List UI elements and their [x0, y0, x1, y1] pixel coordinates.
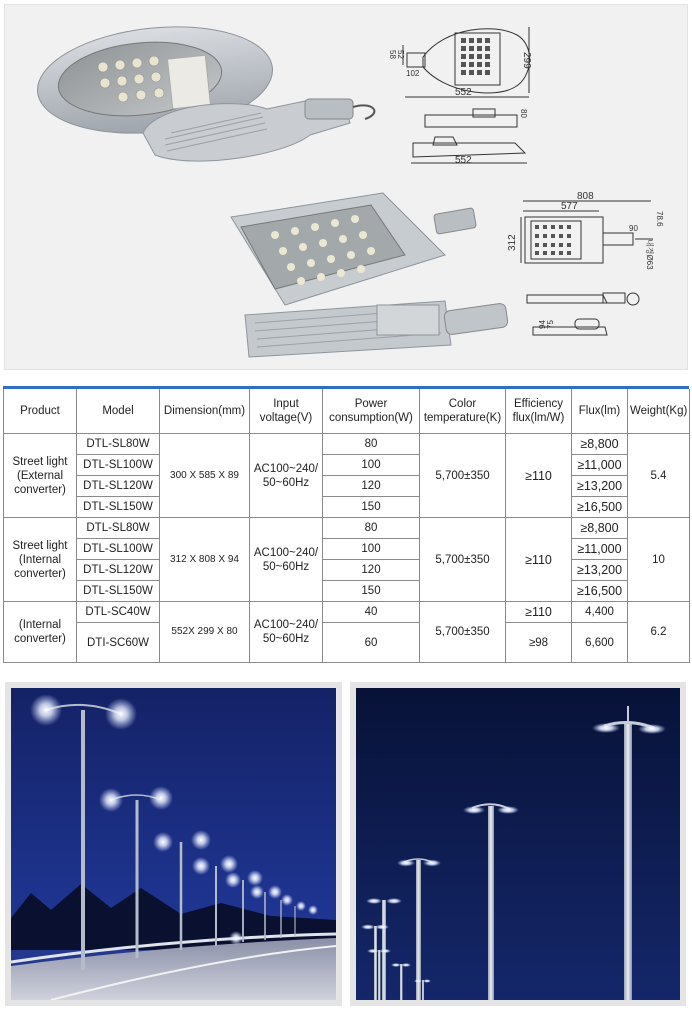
table-row: [4, 539, 690, 560]
highway-night-photo: [5, 682, 342, 1006]
product-line: (Internal: [18, 619, 62, 631]
weight-cell: 6.2: [628, 602, 690, 663]
flux-cell: ≥16,500: [572, 581, 628, 602]
dim-rect-profile-2: 75: [546, 320, 555, 329]
power-cell: 120: [323, 476, 420, 497]
input-line: 50~60Hz: [262, 476, 310, 489]
dim-round-height: 299: [521, 52, 532, 69]
round-fixture-photo: [32, 16, 374, 161]
efficiency-cell: ≥110: [506, 518, 572, 602]
header-input: [250, 389, 323, 434]
header-dimension: Dimension(mm): [160, 389, 250, 434]
input-line: AC100~240/: [253, 619, 319, 631]
model-cell: DTL-SL80W: [77, 434, 160, 455]
input-line: AC100~240/: [253, 462, 319, 475]
efficiency-cell: ≥110: [506, 434, 572, 518]
weight-cell: 10: [628, 518, 690, 602]
header-input-l1: Input: [273, 398, 299, 410]
dim-round-neck-h1: 58: [388, 50, 397, 59]
weight-cell: 5.4: [628, 434, 690, 518]
header-model: Model: [77, 389, 160, 434]
header-efficiency: [506, 389, 572, 434]
flux-cell: ≥13,200: [572, 476, 628, 497]
power-cell: 40: [323, 602, 420, 623]
flux-cell: ≥13,200: [572, 560, 628, 581]
color-temp-cell: 5,700±350: [420, 518, 506, 602]
header-power: [323, 389, 420, 434]
product-cell: [4, 434, 77, 518]
dim-rect-arm-h: 78.6: [655, 211, 664, 227]
model-cell: DTL-SL120W: [77, 476, 160, 497]
dim-rect-total: 808: [577, 191, 594, 202]
header-flux: Flux(lm): [572, 389, 628, 434]
product-illustration: [5, 5, 687, 369]
power-cell: 60: [323, 623, 420, 663]
highway-night-illustration: [11, 688, 336, 1000]
streetlight-poles-illustration: [356, 688, 680, 1000]
model-cell: DTL-SL120W: [77, 560, 160, 581]
input-cell: [250, 602, 323, 663]
input-cell: [250, 518, 323, 602]
header-input-l2: voltage(V): [259, 412, 313, 424]
flux-cell: 6,600: [572, 623, 628, 663]
dim-round-neck: 102: [406, 69, 420, 78]
product-image-panel: [4, 4, 688, 370]
flux-cell: ≥8,800: [572, 434, 628, 455]
header-efficiency-l2: flux(lm/W): [512, 412, 565, 424]
product-cell: [4, 602, 77, 663]
header-color: [420, 389, 506, 434]
power-cell: 80: [323, 518, 420, 539]
rect-fixture-drawing: [521, 201, 653, 335]
dim-round-width: 552: [455, 87, 472, 98]
table-row: [4, 623, 690, 663]
flux-cell: ≥16,500: [572, 497, 628, 518]
model-cell: DTL-SL150W: [77, 497, 160, 518]
efficiency-cell: ≥110: [506, 602, 572, 623]
product-line: converter): [14, 633, 66, 645]
header-color-l1: Color: [448, 398, 477, 410]
dim-rect-arm: 90: [629, 224, 638, 233]
header-weight: Weight(Kg): [628, 389, 690, 434]
table-row: [4, 602, 690, 623]
efficiency-cell: ≥98: [506, 623, 572, 663]
header-efficiency-l1: Efficiency: [513, 398, 563, 410]
spec-table: [3, 389, 690, 663]
model-cell: DTL-SC40W: [77, 602, 160, 623]
rect-fixture-photo: [231, 193, 508, 357]
power-cell: 100: [323, 539, 420, 560]
product-cell: [4, 518, 77, 602]
table-header-row: [4, 389, 690, 434]
power-cell: 100: [323, 455, 420, 476]
table-row: [4, 560, 690, 581]
product-line: Street light: [12, 539, 68, 552]
table-row: [4, 518, 690, 539]
dim-round-profile: 80: [519, 109, 528, 118]
spec-table-container: [3, 386, 689, 663]
dim-rect-pipe: 내경Ø63: [645, 239, 654, 270]
header-product: Product: [4, 389, 77, 434]
header-color-l2: temperature(K): [423, 412, 502, 424]
model-cell: DTI-SC60W: [77, 623, 160, 663]
power-cell: 150: [323, 497, 420, 518]
dimension-cell: 300 X 585 X 89: [160, 434, 250, 518]
dim-rect-body: 577: [561, 201, 578, 212]
input-cell: [250, 434, 323, 518]
product-line: (Internal: [18, 553, 62, 566]
input-line: 50~60Hz: [262, 560, 310, 573]
model-cell: DTL-SL150W: [77, 581, 160, 602]
flux-cell: ≥8,800: [572, 518, 628, 539]
flux-cell: ≥11,000: [572, 455, 628, 476]
model-cell: DTL-SL100W: [77, 539, 160, 560]
flux-cell: ≥11,000: [572, 539, 628, 560]
product-line: Street light: [12, 455, 68, 468]
table-row: [4, 497, 690, 518]
color-temp-cell: 5,700±350: [420, 434, 506, 518]
table-row: [4, 476, 690, 497]
flux-cell: 4,400: [572, 602, 628, 623]
product-line: converter): [14, 567, 66, 580]
table-row: [4, 455, 690, 476]
model-cell: DTL-SL100W: [77, 455, 160, 476]
dim-rect-width: 312: [507, 234, 518, 251]
table-row: [4, 581, 690, 602]
table-row: [4, 434, 690, 455]
input-line: AC100~240/: [253, 546, 319, 559]
dim-rect-profile-1: 94: [538, 320, 547, 329]
dimension-cell: 312 X 808 X 94: [160, 518, 250, 602]
color-temp-cell: 5,700±350: [420, 602, 506, 663]
dimension-cell: 552X 299 X 80: [160, 602, 250, 663]
header-power-l2: consumption(W): [329, 412, 413, 424]
input-line: 50~60Hz: [262, 633, 310, 645]
dim-round-neck-h2: 52: [396, 50, 405, 59]
model-cell: DTL-SL80W: [77, 518, 160, 539]
product-line: converter): [14, 483, 66, 496]
power-cell: 150: [323, 581, 420, 602]
dim-round-side-width: 552: [455, 155, 472, 166]
streetlight-poles-photo: [350, 682, 686, 1006]
product-line: (External: [16, 469, 64, 482]
header-power-l1: Power: [354, 398, 388, 410]
power-cell: 80: [323, 434, 420, 455]
power-cell: 120: [323, 560, 420, 581]
